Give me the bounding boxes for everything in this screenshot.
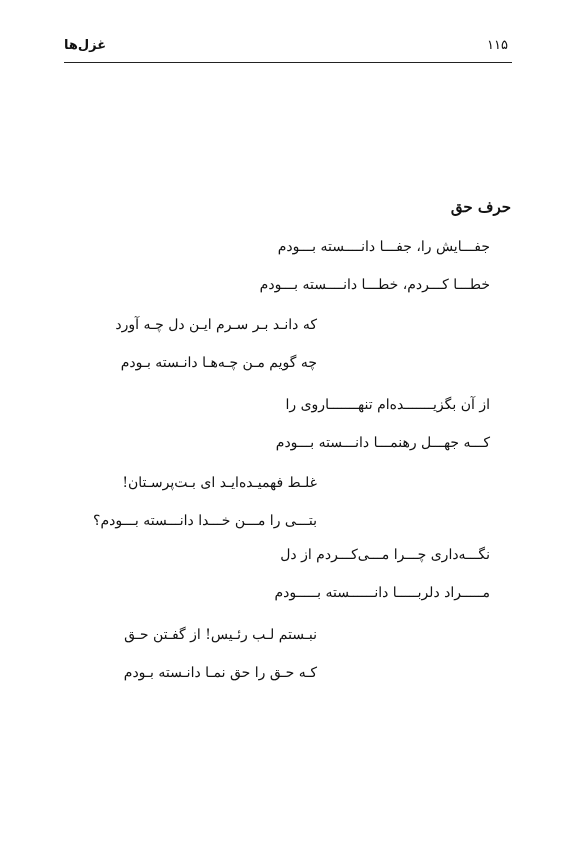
verse-line: کـــه جهـــل رهنمـــا دانـــسته بـــودم	[275, 435, 490, 451]
verse-line: جفـــایش را، جفـــا دانــــسته بـــودم	[277, 239, 490, 255]
verse-line: نبـستم لـب رئـیس! از گفـتن حـق	[124, 627, 317, 643]
poem-title: حرف حق	[450, 198, 511, 216]
stanza-6	[124, 626, 317, 682]
stanza-2	[115, 316, 317, 372]
page-number: ۱۱۵	[487, 38, 508, 53]
stanza-5	[275, 546, 491, 602]
header-divider	[64, 62, 512, 63]
verse-line: کـه حـق را حق نمـا دانـسته بـودم	[123, 665, 317, 681]
verse-line: از آن بگزیـــــــده‌ام تنهـــــــاروی را	[285, 397, 490, 413]
verse-line: غلـط فهمیـده‌ایـد ای بـت‌پرسـتان!	[122, 475, 317, 491]
verse-line: مـــــراد دلربـــــا دانــــــسته بـــــودم	[274, 585, 490, 601]
verse-line: خطـــا کـــردم، خطـــا دانــــسته بـــودم	[259, 277, 490, 293]
verse-line: نگـــه‌داری چـــرا مـــی‌کـــردم از دل	[280, 547, 490, 563]
verse-line: چه گویم مـن چـه‌هـا دانـسته بـودم	[120, 355, 317, 371]
stanza-1	[260, 238, 490, 294]
stanza-3	[276, 396, 490, 452]
verse-line: بتـــی را مـــن خـــدا دانـــسته بـــودم؟	[93, 513, 317, 529]
stanza-4	[93, 474, 317, 530]
verse-line: که دانـد بـر سـرم ایـن دل چـه آورد	[115, 317, 317, 333]
running-header-title: غزل‌ها	[64, 38, 107, 53]
